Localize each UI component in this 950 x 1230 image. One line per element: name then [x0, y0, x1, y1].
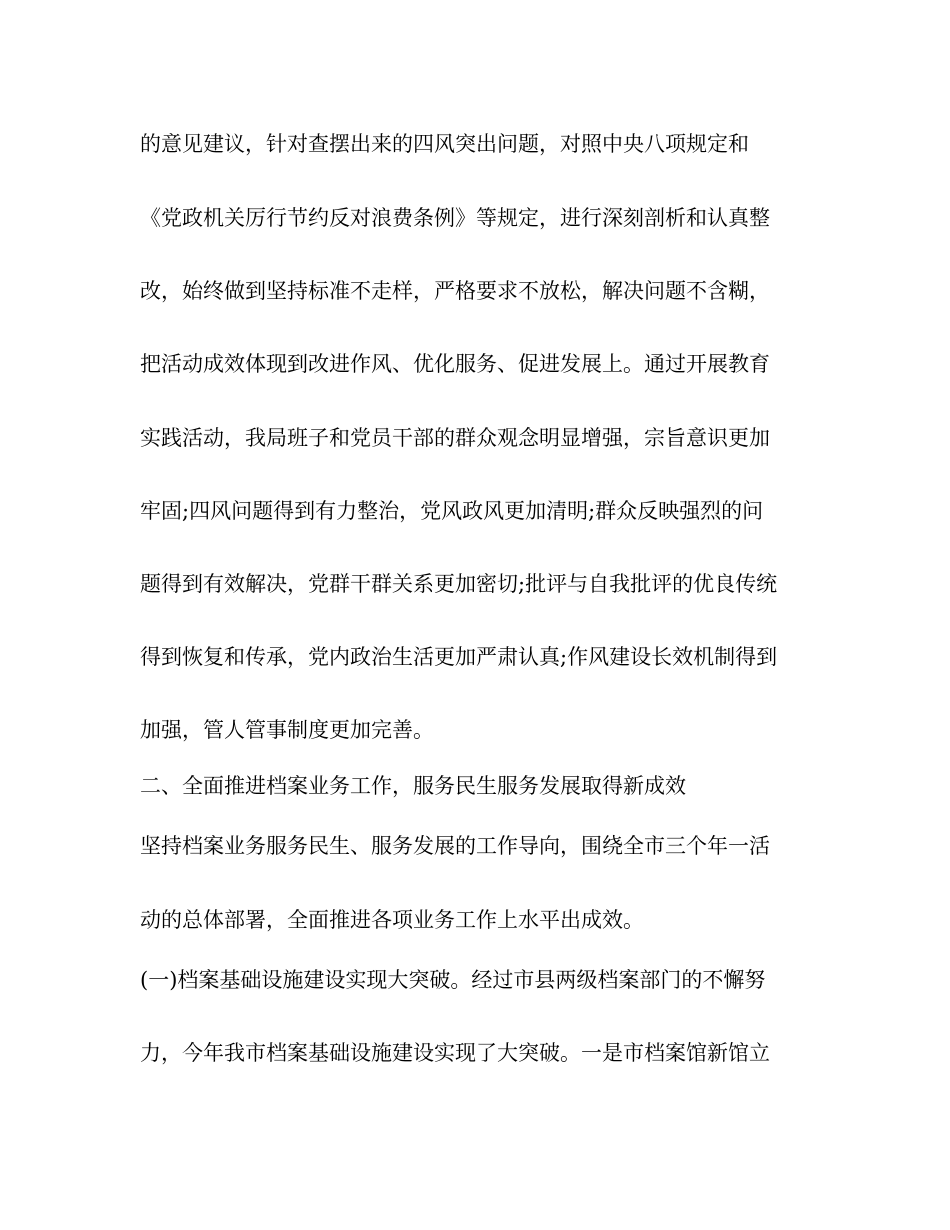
paragraph-line: 把活动成效体现到改进作风、优化服务、促进发展上。通过开展教育: [140, 352, 770, 376]
paragraph-line: 改，始终做到坚持标准不走样，严格要求不放松，解决问题不含糊，: [140, 279, 770, 303]
paragraph-line: 的意见建议，针对查摆出来的四风突出问题，对照中央八项规定和: [140, 132, 749, 156]
paragraph-line: 力，今年我市档案基础设施建设实现了大突破。一是市档案馆新馆立: [140, 1041, 770, 1065]
paragraph-line: 坚持档案业务服务民生、服务发展的工作导向，围绕全市三个年一活: [140, 834, 770, 858]
paragraph-line: 得到恢复和传承，党内政治生活更加严肃认真;作风建设长效机制得到: [140, 645, 778, 669]
paragraph-line: 实践活动，我局班子和党员干部的群众观念明显增强，宗旨意识更加: [140, 426, 770, 450]
paragraph-line: 《党政机关厉行节约反对浪费条例》等规定，进行深刻剖析和认真整: [140, 206, 770, 230]
paragraph-line: 题得到有效解决，党群干群关系更加密切;批评与自我批评的优良传统: [140, 572, 778, 596]
paragraph-line: 动的总体部署，全面推进各项业务工作上水平出成效。: [140, 908, 644, 932]
section-heading: 二、全面推进档案业务工作，服务民生服务发展取得新成效: [140, 774, 686, 798]
paragraph-line: 加强，管人管事制度更加完善。: [140, 718, 434, 742]
subsection-heading-line: (一)档案基础设施建设实现大突破。经过市县两级档案部门的不懈努: [140, 968, 766, 992]
paragraph-line: 牢固;四风问题得到有力整治，党风政风更加清明;群众反映强烈的问: [140, 499, 764, 523]
